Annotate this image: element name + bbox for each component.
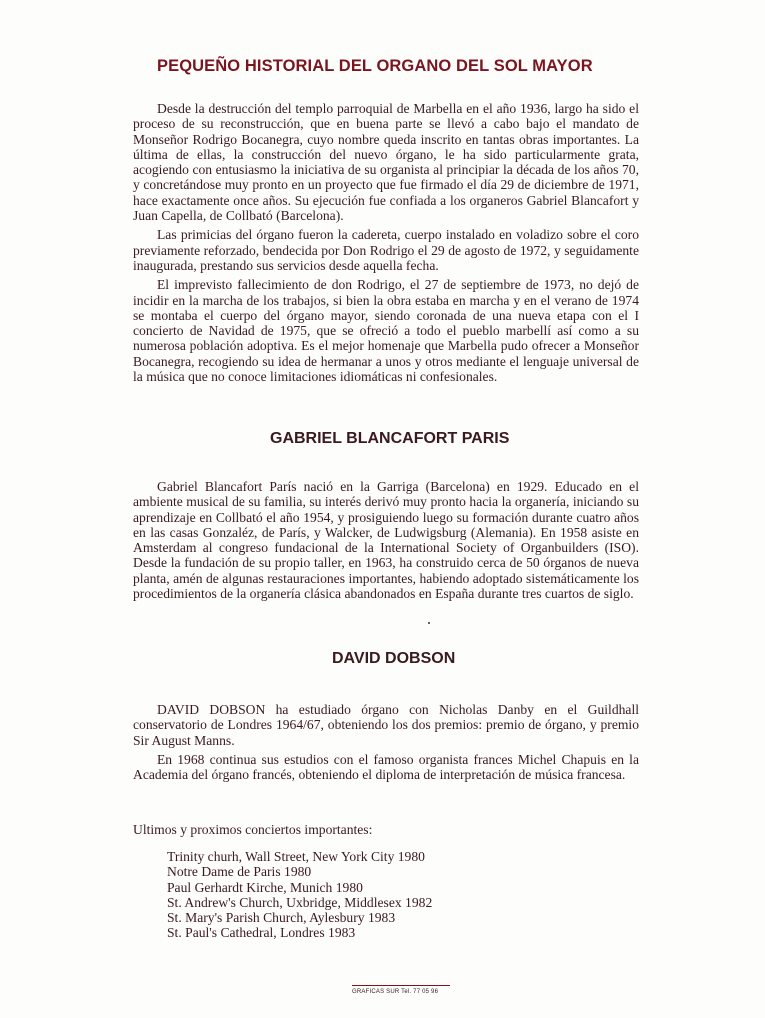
concerts-title: Ultimos y proximos conciertos importantes:	[133, 822, 373, 837]
blancafort-paragraph-1: Gabriel Blancafort París nació en la Garriga (Barcelona) en 1929. Educado en el ambiente musical de su familia, su interés derivó muy pronto hacia la organería, iniciando su aprendizaje en Collbató el año 1954, y prosiguiendo luego su formación durante cuatro años en las casas Gonzaléz, de París, y Walcker, de Ludwigsburg (Alemania). En 1958 asiste en Amsterdam al congreso fundacional de la International Society of Organbuilders (ISO). Desde la fundación de su propio taller, en 1963, ha construido cerca de 50 órganos de nueva planta, amén de algunas restauraciones importantes, habiendo adoptado sistemáticamente los procedimientos de la organería clásica abandonados en España durante tres cuartos de siglo.	[133, 479, 639, 602]
historial-paragraph-2: Las primicias del órgano fueron la cadereta, cuerpo instalado en voladizo sobre el coro previamente reforzado, bendecida por Don Rodrigo el 29 de agosto de 1972, y seguidamente inaugurada, prestando sus servicios desde aquella fecha.	[133, 227, 639, 273]
historial-paragraph-1: Desde la destrucción del templo parroquial de Marbella en el año 1936, largo ha sido el proceso de su reconstrucción, que en buena parte se llevó a cabo bajo el mandato de Monseñor Rodrigo Bocanegra, cuyo nombre queda inscrito en tantas obras importantes. La última de ellas, la construcción del nuevo órgano, le ha sido particularmente grata, acogiendo con entusiasmo la iniciativa de su organista al principiar la década de los años 70, y concretándose muy pronto en un proyecto que fue firmado el día 29 de diciembre de 1971, hace exactamente once años. Su ejecución fue confiada a los organeros Gabriel Blancafort y Juan Capella, de Collbató (Barcelona).	[133, 101, 639, 224]
blancafort-heading: GABRIEL BLANCAFORT PARIS	[270, 430, 510, 447]
footer-rule	[352, 985, 450, 986]
concert-item: Paul Gerhardt Kirche, Munich 1980	[167, 879, 363, 895]
main-heading: PEQUEÑO HISTORIAL DEL ORGANO DEL SOL MAYOR	[157, 57, 593, 75]
dobson-heading: DAVID DOBSON	[332, 650, 456, 667]
concert-item: Trinity churh, Wall Street, New York City 1980	[167, 849, 425, 864]
dobson-section	[133, 702, 639, 786]
concert-item: St. Andrew's Church, Uxbridge, Middlesex 1982	[167, 894, 433, 910]
historial-section	[133, 101, 639, 388]
printer-credit: GRAFICAS SUR Tel. 77 05 96	[352, 989, 439, 995]
concert-item: St. Paul's Cathedral, Londres 1983	[167, 925, 356, 941]
separator-dot	[428, 622, 430, 624]
historial-paragraph-3: El imprevisto fallecimiento de don Rodrigo, el 27 de septiembre de 1973, no dejó de incidir en la marcha de los trabajos, si bien la obra estaba en marcha y en el verano de 1974 se montaba el cuerpo del órgano mayor, siendo coronada de una nueva etapa con el I concierto de Navidad de 1975, que se ofreció a todo el pueblo marbellí así como a su numerosa población adoptiva. Es el mejor homenaje que Marbella pudo ofrecer a Monseñor Bocanegra, recogiendo su idea de hermanar a unos y otros mediante el lenguaje universal de la música que no conoce limitaciones idiomáticas ni confesionales.	[133, 277, 639, 385]
dobson-paragraph-1: DAVID DOBSON ha estudiado órgano con Nicholas Danby en el Guildhall conservatorio de Londres 1964/67, obteniendo los dos premios: premio de órgano, y premio Sir August Manns.	[133, 702, 639, 748]
dobson-paragraph-2: En 1968 continua sus estudios con el famoso organista frances Michel Chapuis en la Academia del órgano francés, obteniendo el diploma de interpretación de música francesa.	[133, 751, 639, 783]
concert-item: Notre Dame de Paris 1980	[167, 864, 312, 880]
concerts-list	[167, 849, 432, 941]
blancafort-section	[133, 479, 639, 601]
concert-item: St. Mary's Parish Church, Aylesbury 1983	[167, 910, 396, 926]
